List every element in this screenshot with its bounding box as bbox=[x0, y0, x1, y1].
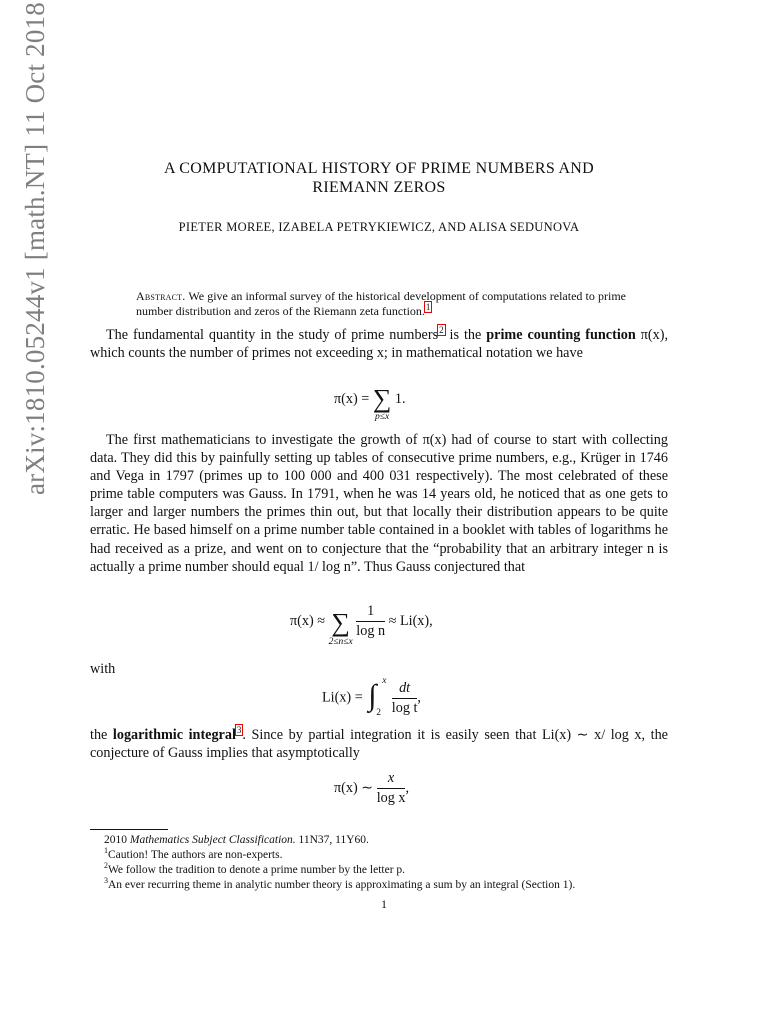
eq2-rhs: ≈ Li(x), bbox=[388, 612, 433, 629]
footnote-2-text: We follow the tradition to denote a prime number by the letter p. bbox=[108, 864, 406, 876]
paragraph-3 bbox=[90, 726, 668, 762]
term-logarithmic-integral: logarithmic integral bbox=[112, 727, 236, 743]
eq4-lhs: π(x) ∼ bbox=[334, 779, 374, 796]
eq4-denominator: log x bbox=[376, 790, 406, 806]
eq2-lhs: π(x) ≈ bbox=[290, 612, 326, 629]
footnote-2 bbox=[104, 863, 674, 878]
page-number: 1 bbox=[381, 897, 387, 911]
eq3-lhs: Li(x) = bbox=[322, 689, 363, 706]
msc-year: 2010 bbox=[104, 834, 130, 846]
paragraph-3-text-b: . Since by partial integration it is easily seen that Li(x) ∼ x/ log x, the conjecture of Gauss implies that asymptotically bbox=[90, 727, 668, 762]
eq3-denominator: log t bbox=[391, 699, 418, 716]
footnote-msc bbox=[104, 833, 674, 848]
footnote-1 bbox=[104, 848, 674, 863]
paper-title-line-1: A COMPUTATIONAL HISTORY OF PRIME NUMBERS AND bbox=[163, 160, 595, 177]
equation-3: Li(x) = ∫ x 2 $\frac{dt}{\text{log t}}$ , bbox=[322, 676, 421, 718]
eq2-numerator: 1 bbox=[356, 603, 385, 622]
eq3-numerator: dt bbox=[392, 680, 418, 699]
footnote-rule bbox=[90, 829, 168, 830]
paragraph-1-text-b: is the bbox=[444, 327, 487, 343]
arxiv-sidebar-stamp: arXiv:1810.05244v1 [math.NT] 11 Oct 2018 bbox=[20, 2, 50, 495]
abstract-text: We give an informal survey of the historical development of computations related to prime number distribution and zeros of the Riemann zeta function. bbox=[136, 289, 626, 318]
eq3-upper-limit: x bbox=[382, 676, 387, 686]
footnote-3-text: An ever recurring theme in analytic number theory is approximating a sum by an integral (Section 1). bbox=[108, 879, 576, 891]
footnote-1-text: Caution! The authors are non-experts. bbox=[108, 849, 283, 861]
eq4-numerator: x bbox=[377, 770, 406, 789]
equation-4 bbox=[334, 770, 409, 807]
eq3-lower-limit: 2 bbox=[376, 708, 381, 718]
paragraph-3-text-a: the bbox=[90, 727, 113, 743]
msc-label: Mathematics Subject Classification. bbox=[129, 834, 296, 846]
eq1-lhs: π(x) = bbox=[334, 390, 370, 407]
eq4-rhs: , bbox=[405, 779, 410, 796]
with-line: with bbox=[90, 661, 116, 677]
msc-codes: 11N37, 11Y60. bbox=[295, 834, 369, 846]
paragraph-2: The first mathematicians to investigate the growth of π(x) had of course to start with collecting data. They did this by painfully setting up tables of consecutive prime numbers, e.g., Krüger in 1746 and Vega in 1797 (primes up to 100 000 and 400 031 respectively). The most celebrated of these prime table computers was Gauss. In 1791, when he was 14 years old, he noticed that as one gets to larger and larger numbers the primes thin out, but that locally their distribution appears to be quite erratic. He based himself on a prime number table contained in a booklet with tables of logarithms he had received as a prize, and went on to conjecture that the “probability that an arbitrary integer n is actually a prime number should equal 1/ log n”. Thus Gauss conjectured that bbox=[90, 432, 668, 575]
eq3-rhs: , bbox=[417, 689, 421, 706]
footnote-link-3[interactable]: 3 bbox=[236, 725, 242, 736]
eq1-sum-index: p≤x bbox=[374, 412, 390, 422]
footnote-3-mark: 3 bbox=[104, 876, 108, 886]
author-list: PIETER MOREE, IZABELA PETRYKIEWICZ, AND ALISA SEDUNOVA bbox=[178, 220, 580, 234]
abstract-label: Abstract. bbox=[136, 289, 186, 303]
term-prime-counting-function: prime counting function bbox=[486, 327, 636, 343]
paragraph-1 bbox=[90, 326, 668, 362]
footnote-1-mark: 1 bbox=[104, 846, 108, 856]
equation-2: π(x) ≈ ∑ 2≤n≤x $\frac{1}{\text{log n}}$ ≈ Li(x), bbox=[290, 603, 433, 647]
paper-title-line-2: RIEMANN ZEROS bbox=[312, 179, 446, 196]
equation-1: π(x) = ∑ p≤x 1. bbox=[334, 384, 406, 422]
footnote-link-1[interactable]: 1 bbox=[425, 302, 431, 312]
paragraph-1-text-c: π(x), which counts the number of primes not exceeding x; in mathematical notation we have bbox=[90, 327, 668, 362]
footnote-link-2[interactable]: 2 bbox=[439, 325, 444, 336]
eq2-sum-index: 2≤n≤x bbox=[328, 636, 353, 647]
footnote-2-mark: 2 bbox=[104, 861, 108, 871]
paragraph-1-text-a: The fundamental quantity in the study of prime numbers bbox=[106, 327, 439, 343]
footnote-3 bbox=[104, 878, 674, 893]
abstract bbox=[136, 289, 626, 319]
eq1-rhs: 1. bbox=[394, 390, 406, 407]
eq2-denominator: log n bbox=[356, 623, 386, 639]
